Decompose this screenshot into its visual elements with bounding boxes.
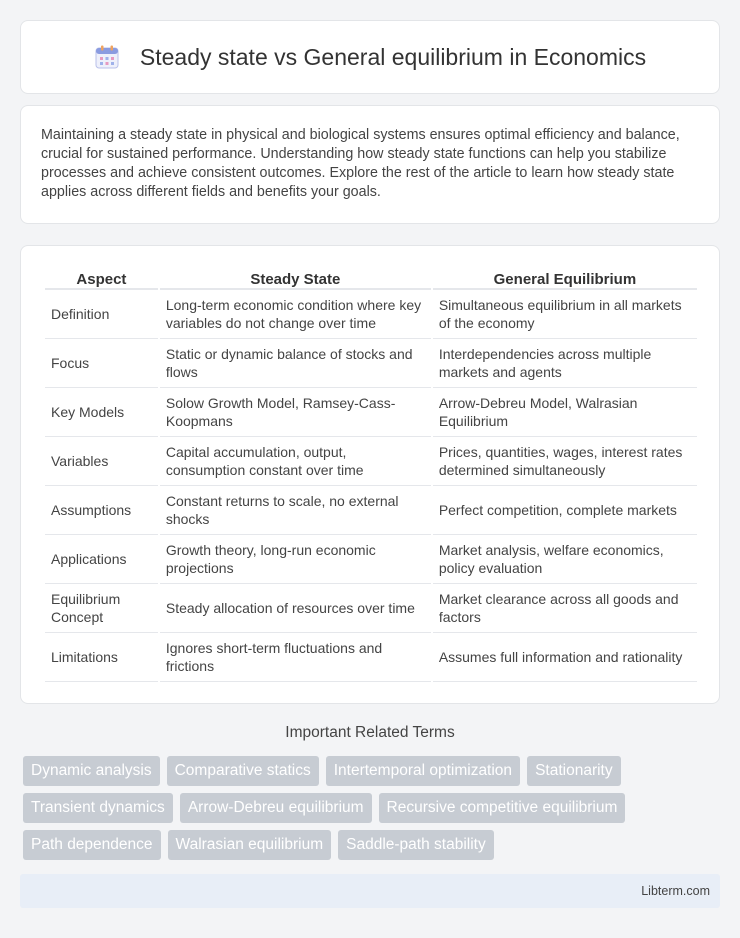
related-term-tag[interactable]: Intertemporal optimization (326, 756, 520, 786)
table-row (45, 290, 697, 339)
column-header-aspect: Aspect (45, 264, 158, 290)
general-equilibrium-cell: Market clearance across all goods and factors (433, 584, 697, 633)
related-term-tag[interactable]: Path dependence (23, 830, 161, 860)
aspect-cell: Key Models (45, 388, 158, 437)
general-equilibrium-cell: Simultaneous equilibrium in all markets of the economy (433, 290, 697, 339)
steady-state-cell: Constant returns to scale, no external shocks (160, 486, 431, 535)
aspect-cell: Variables (45, 437, 158, 486)
related-term-tag[interactable]: Comparative statics (167, 756, 319, 786)
aspect-cell: Limitations (45, 633, 158, 682)
footer-link[interactable]: Libterm.com (641, 884, 710, 898)
column-header-steady-state: Steady State (160, 264, 431, 290)
intro-card (20, 105, 720, 224)
related-term-tag[interactable]: Saddle-path stability (338, 830, 494, 860)
aspect-cell: Definition (45, 290, 158, 339)
related-term-tag[interactable]: Stationarity (527, 756, 621, 786)
steady-state-cell: Solow Growth Model, Ramsey-Cass-Koopmans (160, 388, 431, 437)
related-term-tag[interactable]: Arrow-Debreu equilibrium (180, 793, 372, 823)
steady-state-cell: Growth theory, long-run economic projections (160, 535, 431, 584)
table-row (45, 633, 697, 682)
aspect-cell: Equilibrium Concept (45, 584, 158, 633)
general-equilibrium-cell: Interdependencies across multiple markets and agents (433, 339, 697, 388)
related-terms-row (23, 793, 723, 823)
steady-state-cell: Ignores short-term fluctuations and frictions (160, 633, 431, 682)
table-row (45, 486, 697, 535)
page-title: Steady state vs General equilibrium in Economics (139, 43, 647, 70)
footer (20, 874, 720, 908)
related-term-tag[interactable]: Transient dynamics (23, 793, 173, 823)
general-equilibrium-cell: Assumes full information and rationality (433, 633, 697, 682)
calendar-icon (94, 44, 120, 70)
general-equilibrium-cell: Prices, quantities, wages, interest rates determined simultaneously (433, 437, 697, 486)
steady-state-cell: Static or dynamic balance of stocks and flows (160, 339, 431, 388)
related-terms-row (23, 756, 723, 786)
related-terms-row (23, 830, 723, 860)
table-row (45, 584, 697, 633)
related-terms-title: Important Related Terms (285, 724, 455, 741)
general-equilibrium-cell: Perfect competition, complete markets (433, 486, 697, 535)
comparison-table-card (20, 245, 720, 704)
table-row (45, 339, 697, 388)
comparison-table (43, 264, 699, 682)
steady-state-cell: Steady allocation of resources over time (160, 584, 431, 633)
steady-state-cell: Capital accumulation, output, consumption constant over time (160, 437, 431, 486)
related-term-tag[interactable]: Recursive competitive equilibrium (379, 793, 626, 823)
steady-state-cell: Long-term economic condition where key variables do not change over time (160, 290, 431, 339)
intro-text: Maintaining a steady state in physical and biological systems ensures optimal efficiency and balance, crucial for sustained performance. Understanding how steady state functions can help you stabilize processes and achieve consistent outcomes. Explore the rest of the article to learn how steady state applies across different fields and benefits your goals. (41, 127, 680, 200)
general-equilibrium-cell: Arrow-Debreu Model, Walrasian Equilibrium (433, 388, 697, 437)
aspect-cell: Focus (45, 339, 158, 388)
table-row (45, 535, 697, 584)
title-card (20, 20, 720, 94)
related-term-tag[interactable]: Dynamic analysis (23, 756, 160, 786)
aspect-cell: Assumptions (45, 486, 158, 535)
aspect-cell: Applications (45, 535, 158, 584)
general-equilibrium-cell: Market analysis, welfare economics, policy evaluation (433, 535, 697, 584)
column-header-general-equilibrium: General Equilibrium (433, 264, 697, 290)
related-terms-list (23, 756, 723, 867)
related-term-tag[interactable]: Walrasian equilibrium (168, 830, 332, 860)
table-row (45, 437, 697, 486)
table-row (45, 388, 697, 437)
table-header-row (45, 264, 697, 290)
